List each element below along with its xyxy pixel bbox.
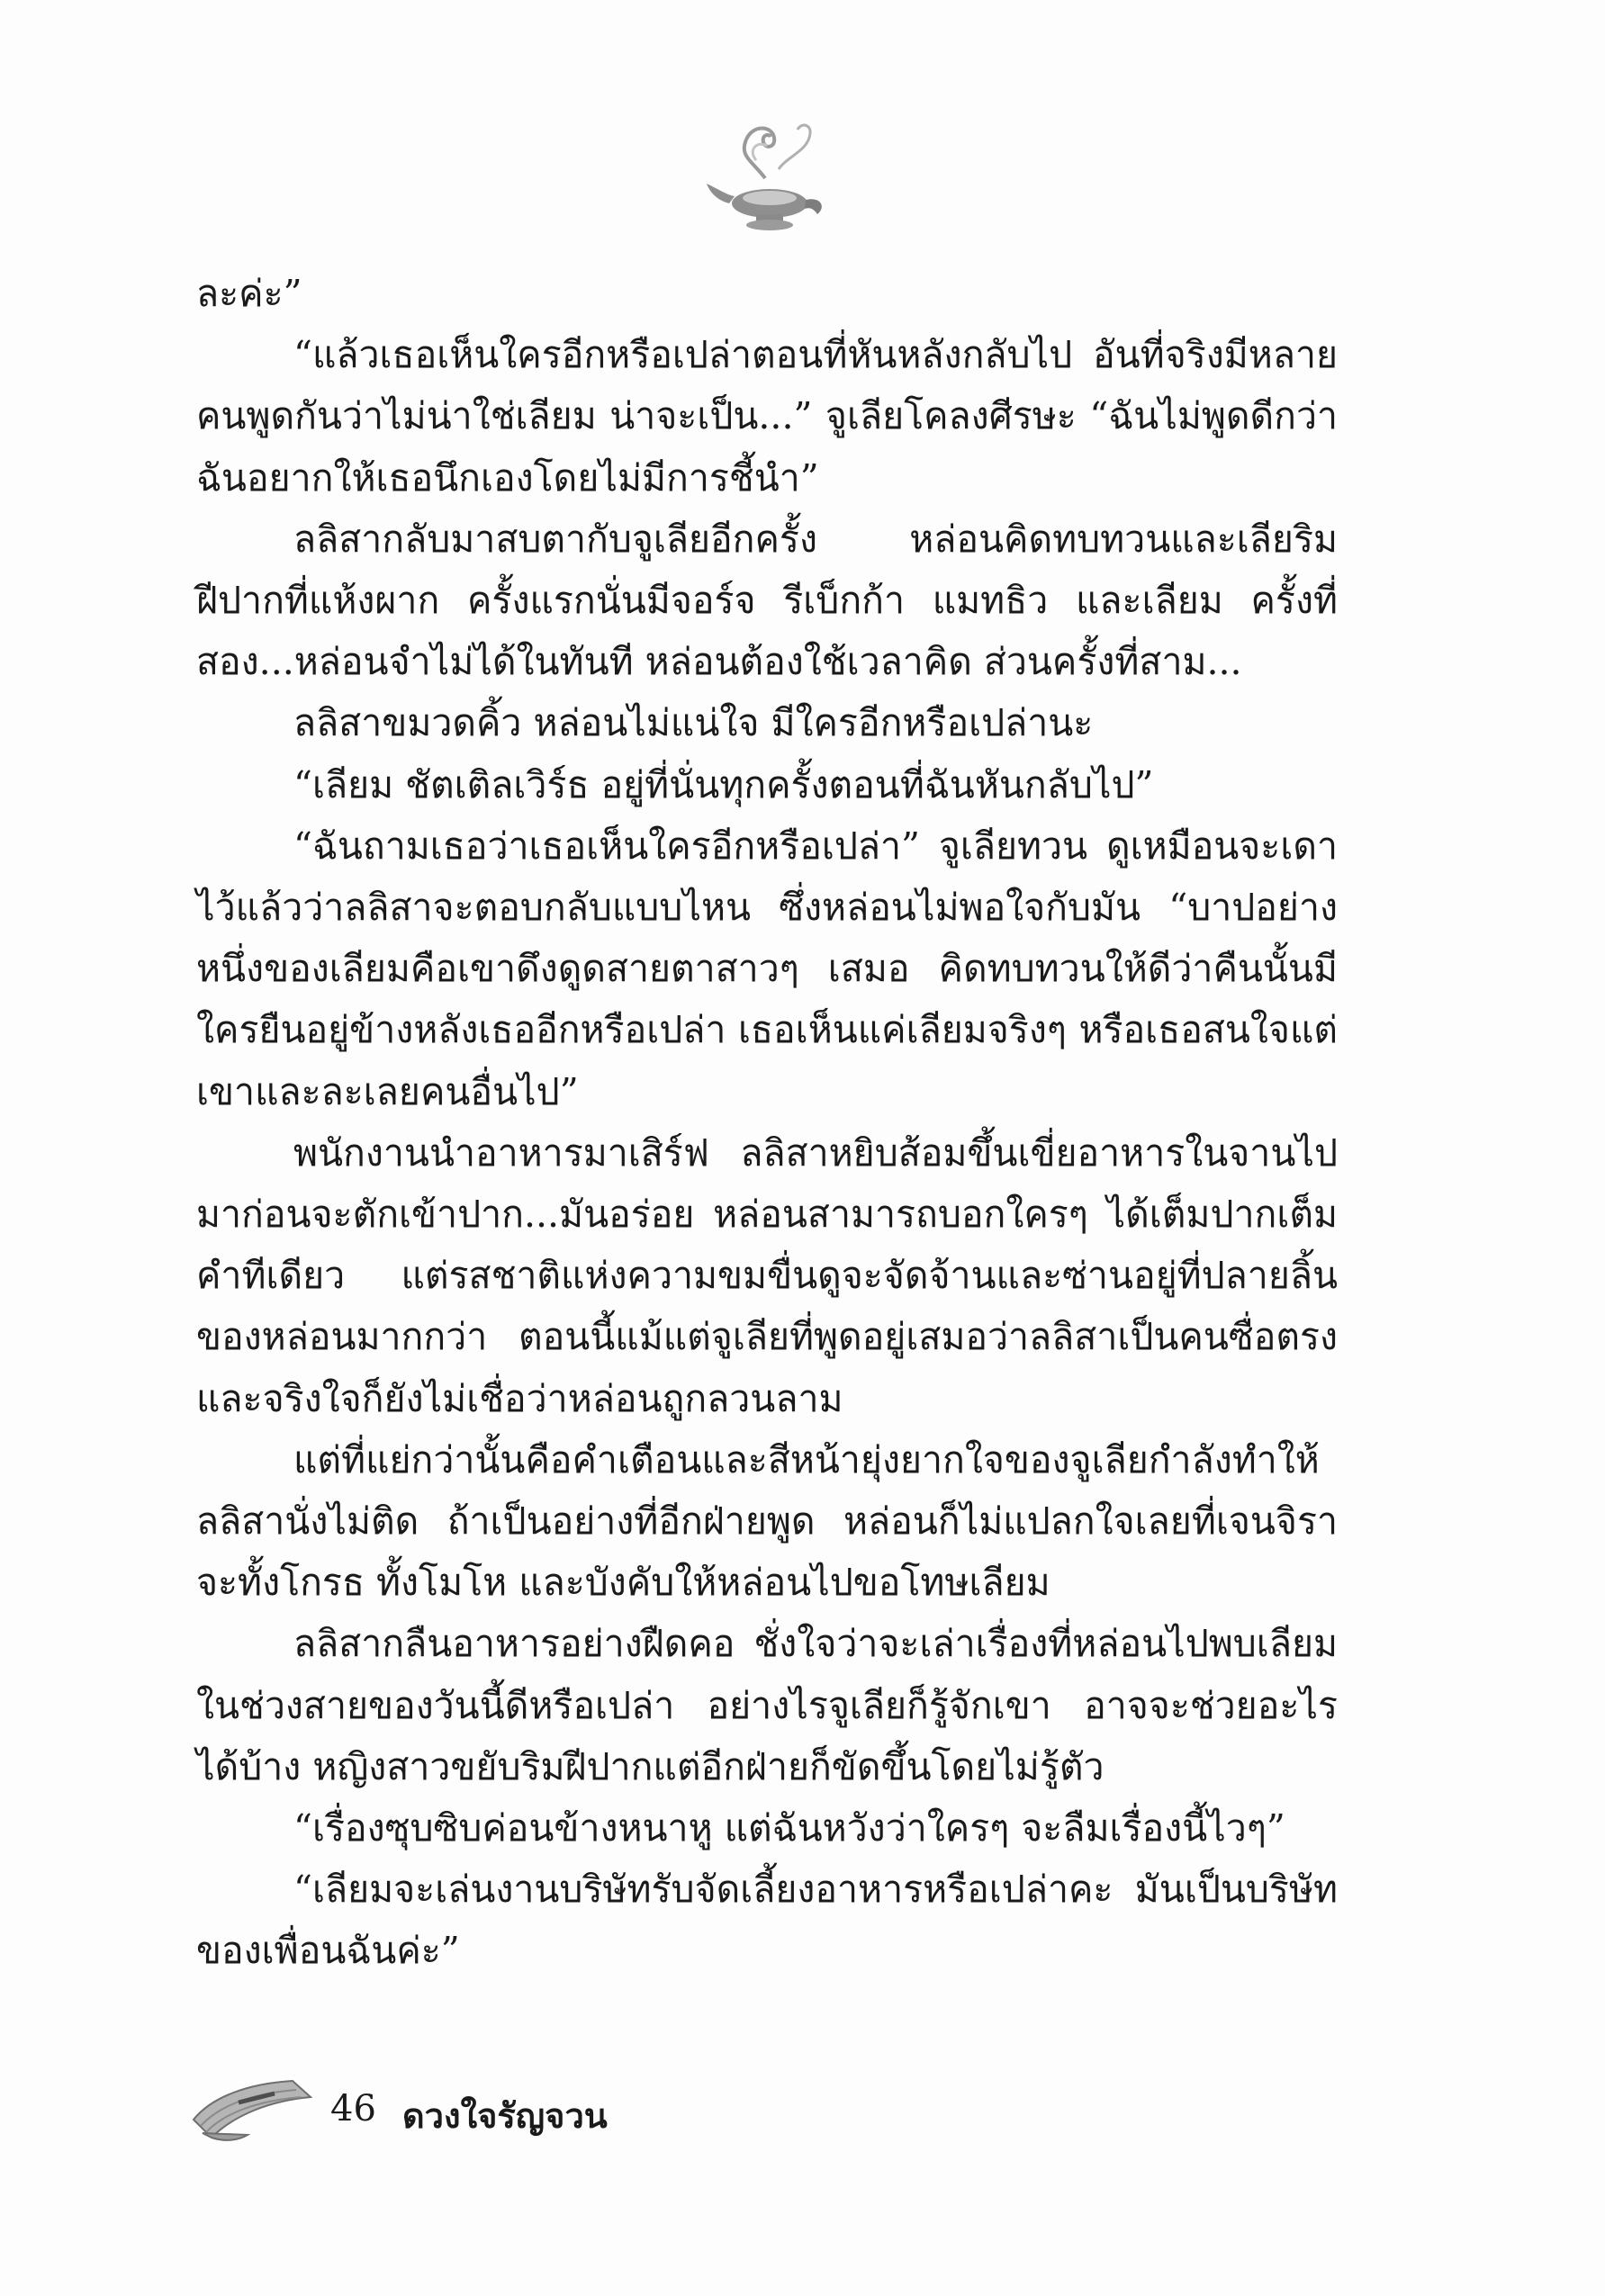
paragraph: ลลิสากลืนอาหารอย่างฝืดคอ ชั่งใจว่าจะเล่าเรื่องที่หล่อนไปพบเลียมในช่วงสายของวันนี้ดีหรือเปล่า อย่างไรจูเลียก็รู้จักเขา อาจจะช่วยอะไรได้บ้าง หญิงสาวขยับริมฝีปากแต่อีกฝ่ายก็ขัดขึ้นโดยไม่รู้ตัว — [196, 1622, 1338, 1788]
paragraph: แต่ที่แย่กว่านั้นคือคำเตือนและสีหน้ายุ่งยากใจของจูเลียกำลังทำให้ลลิสานั่งไม่ติด ถ้าเป็นอย่างที่อีกฝ่ายพูด หล่อนก็ไม่แปลกใจเลยที่เจนจิราจะทั้งโกรธ ทั้งโมโห และบังคับให้หล่อนไปขอโทษเลียม — [196, 1437, 1338, 1605]
page-number: 46 — [330, 2088, 376, 2129]
newspaper-icon — [185, 2070, 320, 2147]
magic-lamp-icon — [702, 106, 837, 241]
paragraph: “เรื่องซุบซิบค่อนข้างหนาหู แต่ฉันหวังว่าใครๆ จะลืมเรื่องนี้ไวๆ” — [293, 1806, 1285, 1850]
paragraph: “แล้วเธอเห็นใครอีกหรือเปล่าตอนที่หันหลังกลับไป อันที่จริงมีหลายคนพูดกันว่าไม่น่าใช่เลียม น่าจะเป็น...” จูเลียโคลงศีรษะ “ฉันไม่พูดดีกว่า ฉันอยากให้เธอนึกเองโดยไม่มีการชี้นำ” — [196, 333, 1338, 500]
paragraph: ละค่ะ” — [196, 272, 302, 315]
paragraph: ลลิสากลับมาสบตากับจูเลียอีกครั้ง หล่อนคิดทบทวนและเลียริมฝีปากที่แห้งผาก ครั้งแรกนั่นมีจอร์จ รีเบ็กก้า แมทธิว และเลียม ครั้งที่สอง...หล่อนจำไม่ได้ในทันที หล่อนต้องใช้เวลาคิด ส่วนครั้งที่สาม... — [196, 517, 1338, 684]
paragraph: “เลียม ชัตเติลเวิร์ธ อยู่ที่นั่นทุกครั้งตอนที่ฉันหันกลับไป” — [293, 762, 1154, 806]
body-text — [196, 263, 1338, 1982]
page-footer — [185, 2061, 815, 2160]
paragraph: พนักงานนำอาหารมาเสิร์ฟ ลลิสาหยิบส้อมขึ้นเขี่ยอาหารในจานไปมาก่อนจะตักเข้าปาก...มันอร่อย หล่อนสามารถบอกใครๆ ได้เต็มปากเต็มคำทีเดียว แต่รสชาติแห่งความขมขื่นดูจะจัดจ้านและซ่านอยู่ที่ปลายลิ้นของหล่อนมากกว่า ตอนนี้แม้แต่จูเลียที่พูดอยู่เสมอว่าลลิสาเป็นคนซื่อตรงและจริงใจก็ยังไม่เชื่อว่าหล่อนถูกลวนลาม — [196, 1130, 1338, 1420]
paragraph: “เลียมจะเล่นงานบริษัทรับจัดเลี้ยงอาหารหรือเปล่าคะ มันเป็นบริษัทของเพื่อนฉันค่ะ” — [196, 1868, 1338, 1973]
paragraph: “ฉันถามเธอว่าเธอเห็นใครอีกหรือเปล่า” จูเลียทวน ดูเหมือนจะเดาไว้แล้วว่าลลิสาจะตอบกลับแบบไหน ซึ่งหล่อนไม่พอใจกับมัน “บาปอย่างหนึ่งของเลียมคือเขาดึงดูดสายตาสาวๆ เสมอ คิดทบทวนให้ดีว่าคืนนั้นมีใครยืนอยู่ข้างหลังเธออีกหรือเปล่า เธอเห็นแค่เลียมจริงๆ หรือเธอสนใจแต่เขาและละเลยคนอื่นไป” — [196, 824, 1338, 1113]
paragraph: ลลิสาขมวดคิ้ว หล่อนไม่แน่ใจ มีใครอีกหรือเปล่านะ — [293, 701, 1094, 745]
book-title: ดวงใจรัญจวน — [402, 2096, 608, 2136]
